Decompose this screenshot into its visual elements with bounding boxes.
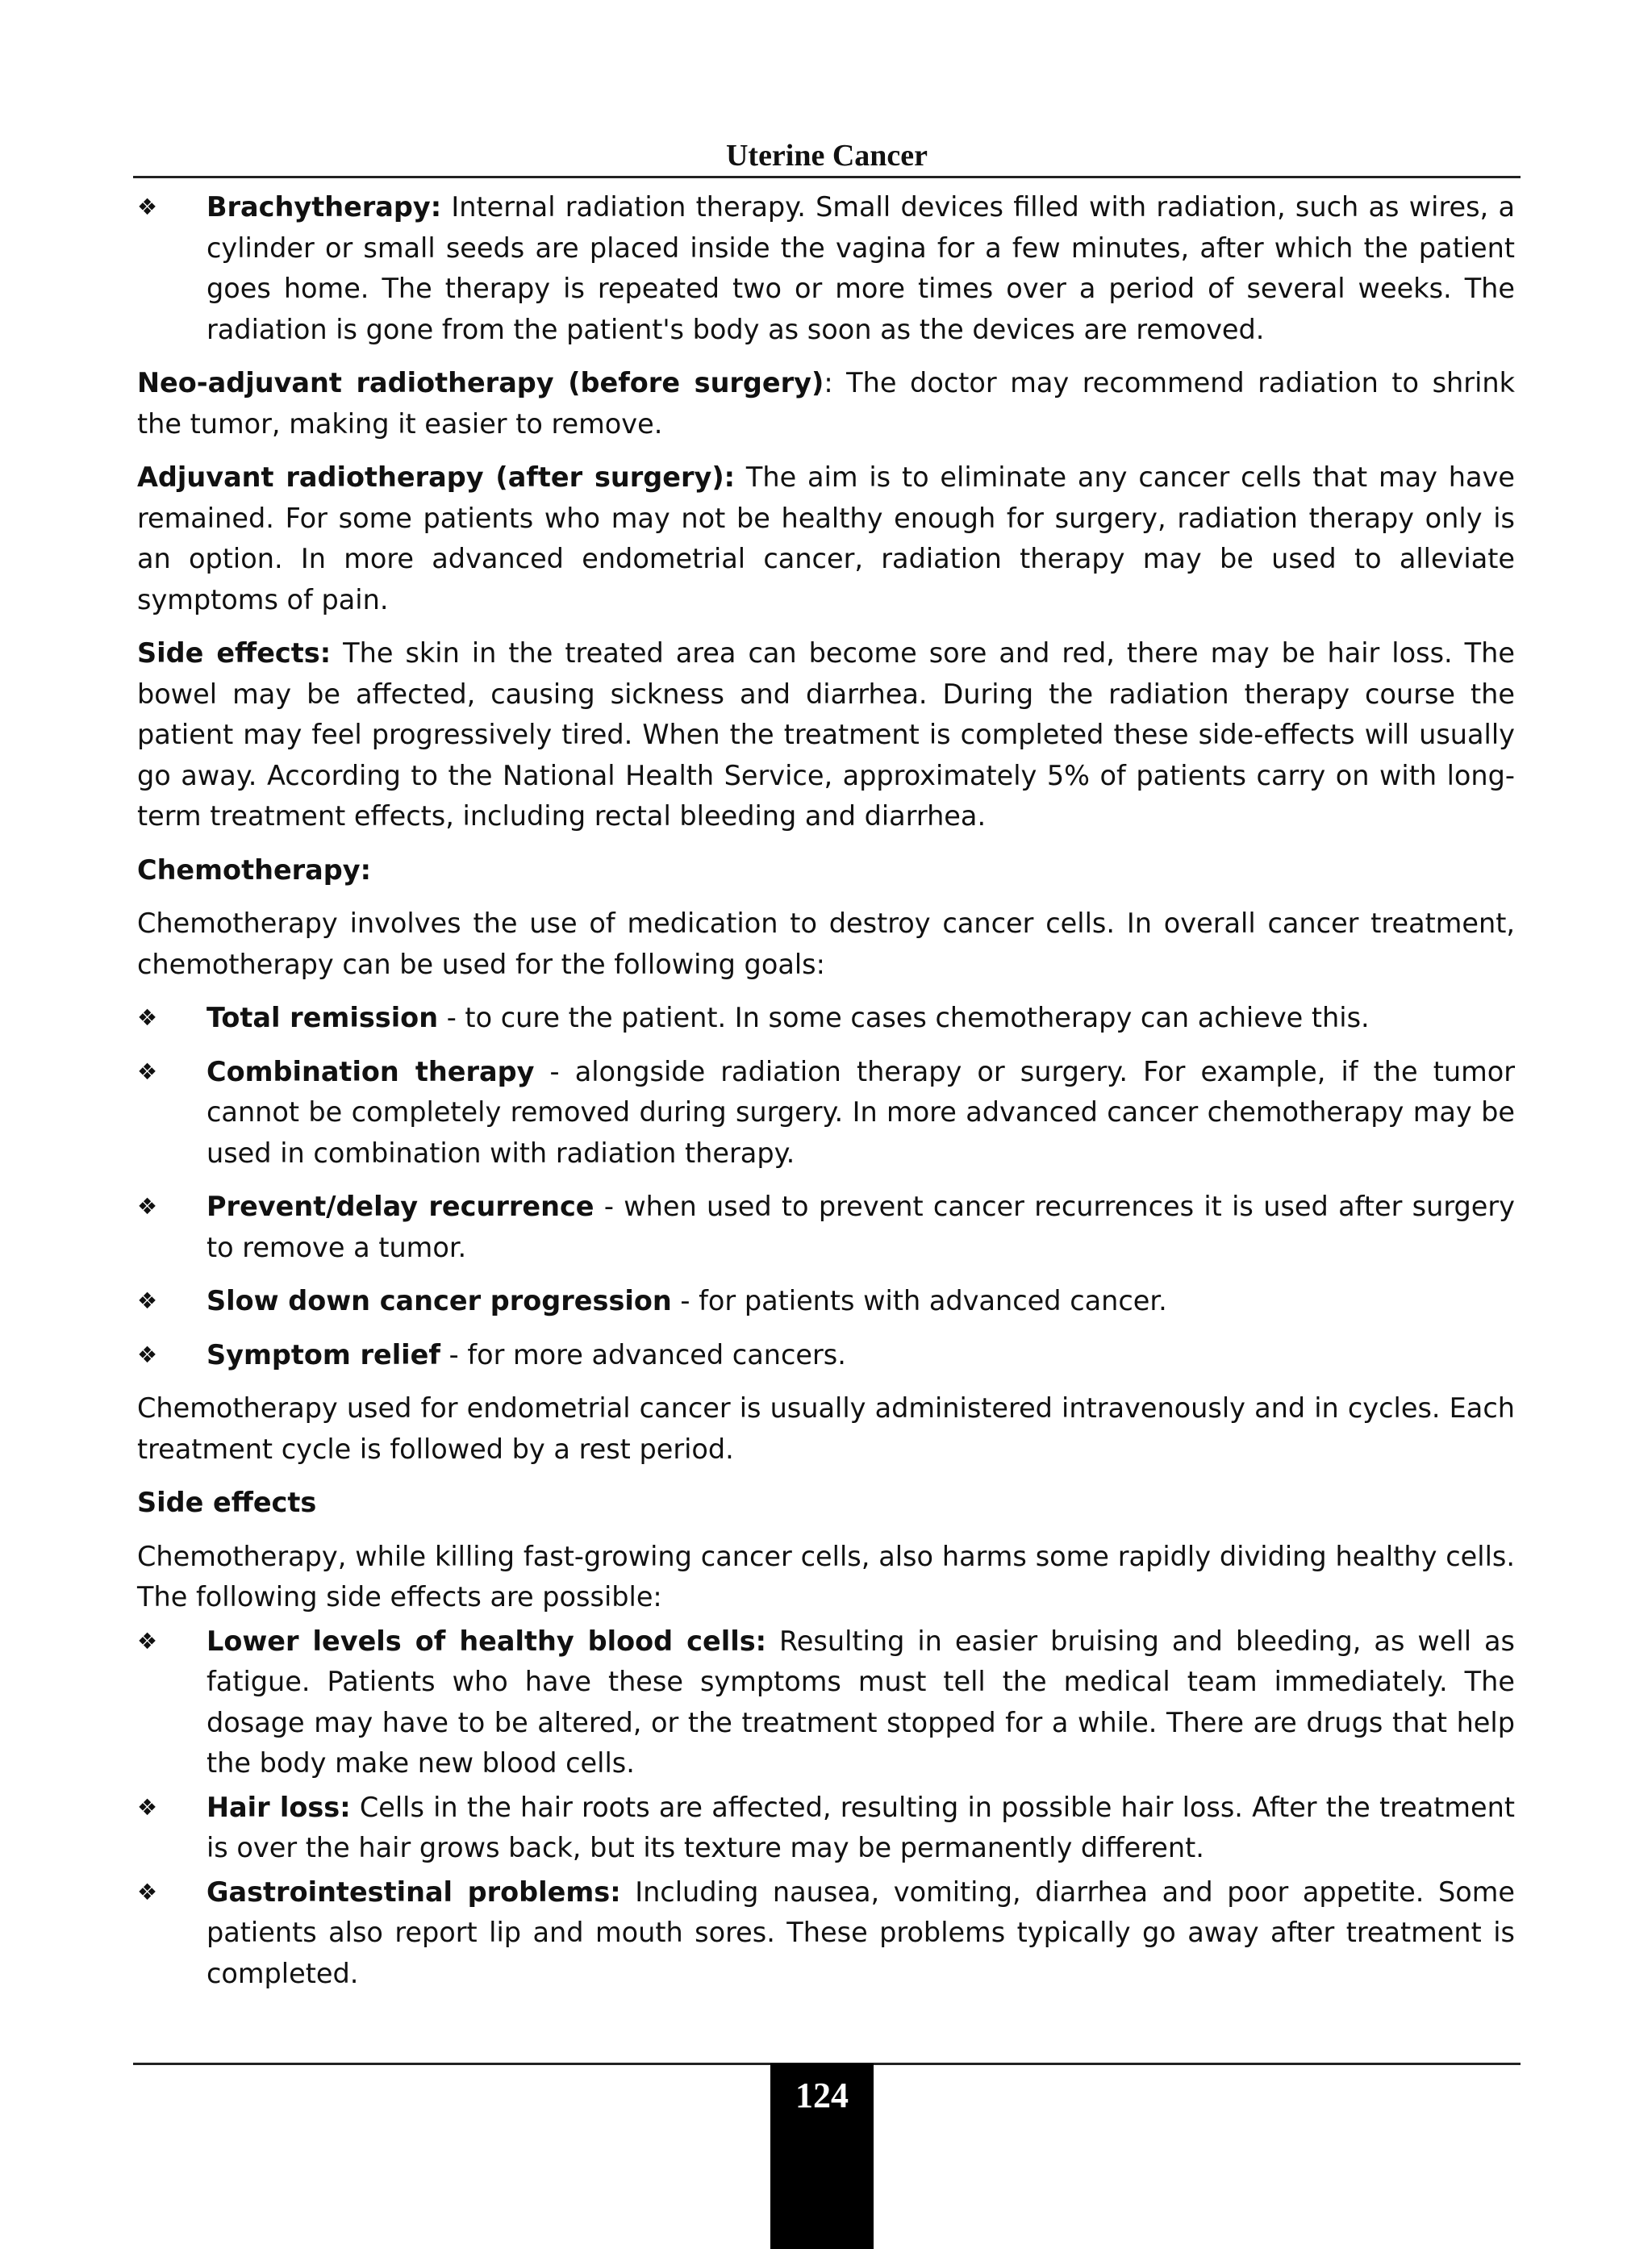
diamond-dots-icon: ❖ bbox=[137, 1287, 158, 1314]
diamond-dots-icon: ❖ bbox=[137, 1193, 158, 1220]
heading-chemotherapy: Chemotherapy: bbox=[137, 853, 372, 886]
bullet-term: Brachytherapy: bbox=[206, 191, 442, 223]
bullet-side-effect bbox=[137, 1621, 1515, 1784]
bullet-term: Combination therapy bbox=[206, 1055, 535, 1087]
bullet-term: Symptom relief bbox=[206, 1338, 440, 1371]
page-body bbox=[137, 187, 1515, 2007]
bullet-text: Internal radiation therapy. Small devices filled with radiation, such as wires, a cylinder or small seeds are placed inside the vagina for a few minutes, after which the patient goes home. The therapy is repeated two or more times over a period of several weeks. The radiation is gone from the patient's body as soon as the devices are removed. bbox=[206, 191, 1515, 345]
bullet-term: Gastrointestinal problems: bbox=[206, 1876, 621, 1908]
diamond-dots-icon: ❖ bbox=[137, 194, 158, 220]
bullet-side-effect bbox=[137, 1788, 1515, 1869]
bullet-term: Lower levels of healthy blood cells: bbox=[206, 1625, 767, 1657]
heading-side-effects: Side effects bbox=[137, 1487, 317, 1518]
bullet-goal bbox=[137, 1052, 1515, 1175]
bullet-term: Prevent/delay recurrence bbox=[206, 1191, 594, 1222]
running-header-title: Uterine Cancer bbox=[725, 139, 928, 173]
diamond-dots-icon: ❖ bbox=[137, 1878, 158, 1905]
diamond-dots-icon: ❖ bbox=[137, 1058, 158, 1085]
diamond-dots-icon: ❖ bbox=[137, 1341, 158, 1368]
bullet-goal bbox=[137, 1281, 1515, 1322]
bullet-text: Cells in the hair roots are affected, resulting in possible hair loss. After the treatment is over the hair grows back, but its texture may be permanently different. bbox=[206, 1791, 1515, 1863]
bullet-brachytherapy bbox=[137, 187, 1515, 350]
bullet-text: - for patients with advanced cancer. bbox=[671, 1285, 1167, 1316]
page-number: 124 bbox=[795, 2076, 849, 2115]
bullet-text: - alongside radiation therapy or surgery. For example, if the tumor cannot be completely removed during surgery. In more advanced cancer chemotherapy may be used in combination with radiation therapy. bbox=[206, 1055, 1515, 1169]
page-number-tab bbox=[770, 2063, 874, 2249]
header-rule bbox=[133, 176, 1521, 178]
paragraph-text: The skin in the treated area can become sore and red, there may be hair loss. The bowel may be affected, causing sickness and diarrhea. During the radiation therapy course the patient may feel progressively tired. When the treatment is completed these side-effects will usually go away. According to the National Health Service, approximately 5% of patients carry on with long-term treatment effects, including rectal bleeding and diarrhea. bbox=[137, 637, 1515, 832]
diamond-dots-icon: ❖ bbox=[137, 1004, 158, 1031]
bullet-text: - to cure the patient. In some cases chemotherapy can achieve this. bbox=[438, 1002, 1370, 1033]
paragraph-text: The aim is to eliminate any cancer cells that may have remained. For some patients who may not be healthy enough for surgery, radiation therapy only is an option. In more advanced endometrial cancer, radiation therapy may be used to alleviate symptoms of pain. bbox=[137, 461, 1515, 615]
diamond-dots-icon: ❖ bbox=[137, 1627, 158, 1654]
paragraph-chemo-intro: Chemotherapy involves the use of medication to destroy cancer cells. In overall cancer treatment, chemotherapy can be used for the following goals: bbox=[137, 908, 1515, 980]
bullet-goal bbox=[137, 1187, 1515, 1268]
bullet-goal bbox=[137, 998, 1515, 1039]
paragraph-colon: : bbox=[824, 367, 833, 398]
paragraph-term: Adjuvant radiotherapy (after surgery): bbox=[137, 461, 736, 493]
bullet-text: - for more advanced cancers. bbox=[440, 1338, 846, 1371]
bullet-text: - when used to prevent cancer recurrences it is used after surgery to remove a tumor. bbox=[206, 1191, 1515, 1263]
bullet-goal bbox=[137, 1335, 1515, 1376]
paragraph-chemo-administration: Chemotherapy used for endometrial cancer is usually administered intravenously and in cycles. Each treatment cycle is followed by a rest period. bbox=[137, 1392, 1515, 1465]
bullet-term: Hair loss: bbox=[206, 1791, 351, 1823]
paragraph-neoadjuvant bbox=[137, 363, 1515, 444]
diamond-dots-icon: ❖ bbox=[137, 1793, 158, 1821]
paragraph-side-effects-intro: Chemotherapy, while killing fast-growing cancer cells, also harms some rapidly dividing healthy cells. The following side effects are possible: bbox=[137, 1540, 1515, 1613]
bullet-text: Including nausea, vomiting, diarrhea and poor appetite. Some patients also report lip and mouth sores. These problems typically go away after treatment is completed. bbox=[206, 1876, 1515, 1989]
paragraph-text: The doctor may recommend radiation to shrink the tumor, making it easier to remove. bbox=[137, 367, 1516, 440]
bullet-term: Total remission bbox=[206, 1002, 439, 1033]
paragraph-side-effects-radiotherapy bbox=[137, 633, 1515, 837]
bullet-side-effect bbox=[137, 1872, 1515, 1995]
bullet-term: Slow down cancer progression bbox=[206, 1285, 672, 1316]
paragraph-term: Side effects: bbox=[137, 637, 332, 669]
paragraph-term: Neo-adjuvant radiotherapy (before surgery) bbox=[137, 367, 824, 398]
bullet-text: Resulting in easier bruising and bleeding, as well as fatigue. Patients who have these symptoms must tell the medical team immediately. The dosage may have to be altered, or the treatment stopped for a while. There are drugs that help the body make new blood cells. bbox=[206, 1625, 1515, 1779]
paragraph-adjuvant bbox=[137, 457, 1515, 620]
